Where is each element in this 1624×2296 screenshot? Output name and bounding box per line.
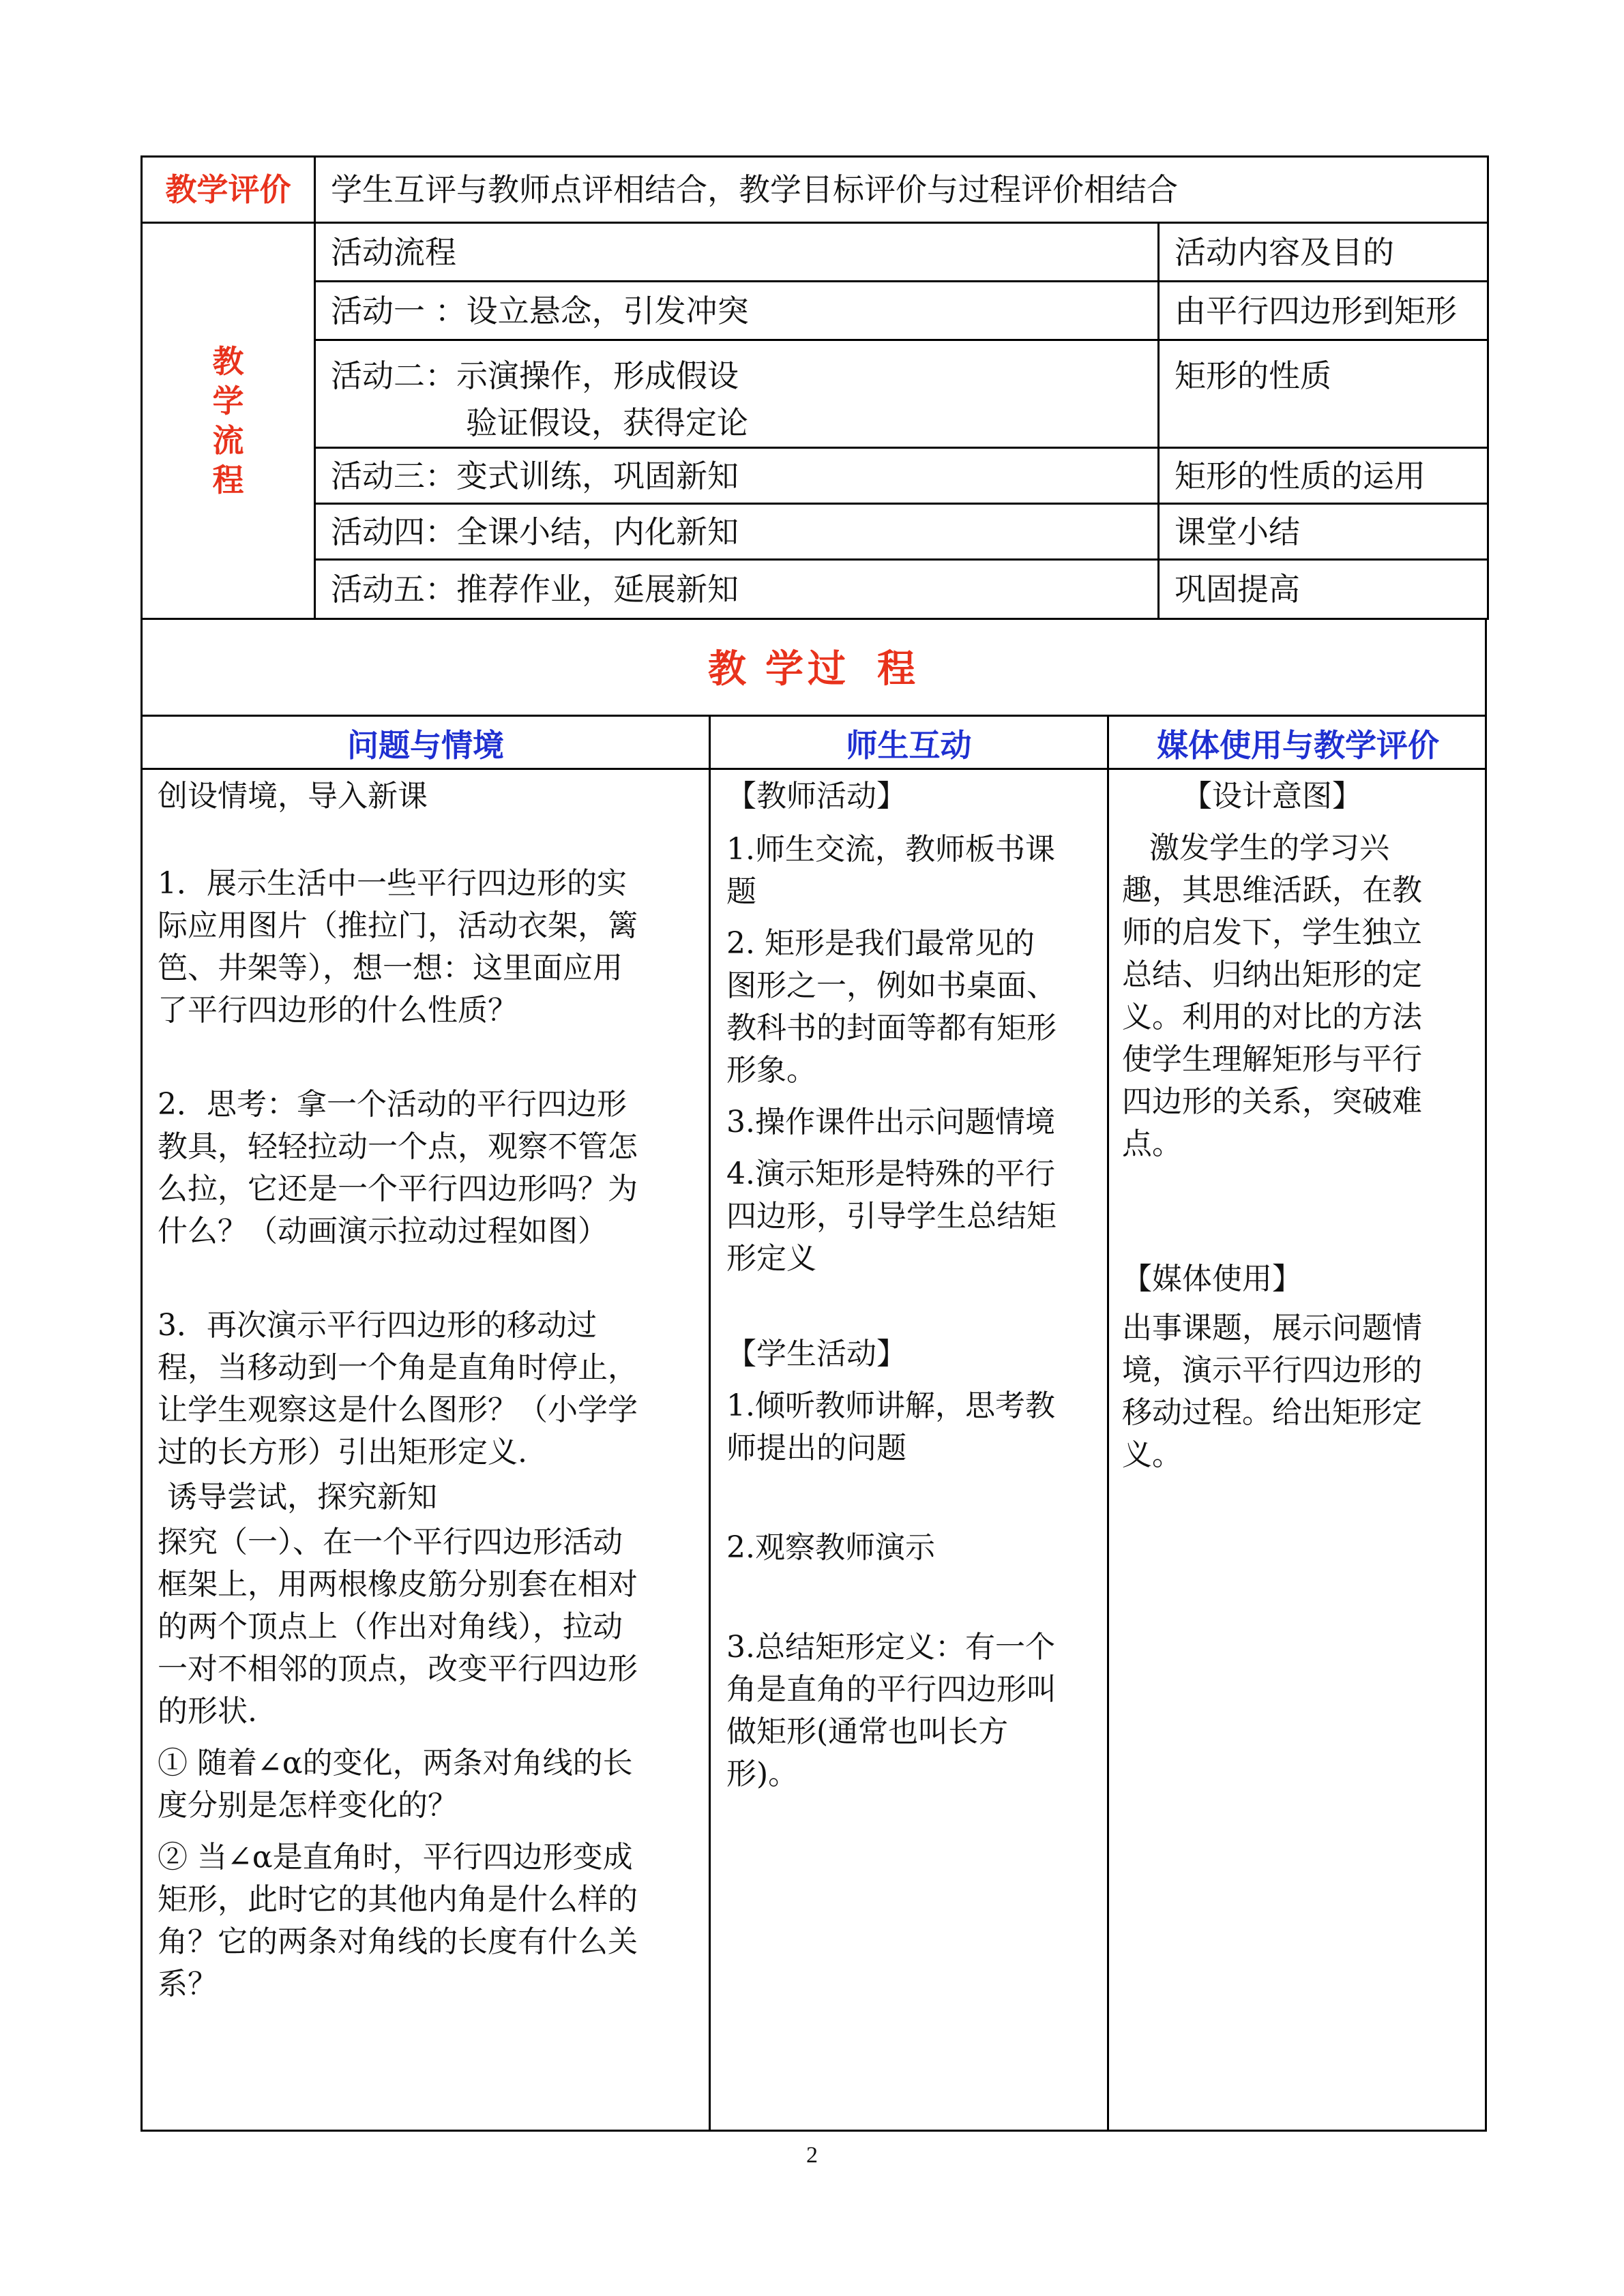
col1-line: 3．再次演示平行四边形的移动过 [158,1308,597,1343]
col-teacher-student [726,770,1103,1795]
col2-line: 教科书的封面等都有矩形 [726,1011,1057,1045]
col1-line: 矩形，此时它的其他内角是什么样的 [158,1882,638,1917]
col1-line: 创设情境，导入新课 [158,779,428,814]
col2-line: 题 [726,874,756,909]
col2-line: 角是直角的平行四边形叫 [726,1672,1057,1707]
header-media-evaluation: 媒体使用与教学评价 [1157,727,1439,764]
flow-header-left: 活动流程 [315,223,1159,282]
col2-line: 形定义 [726,1241,816,1276]
col3-line: 【媒体使用】 [1122,1262,1302,1296]
col1-line: 笆、井架等），想一想：这里面应用 [158,951,623,985]
header-teacher-student: 师生互动 [846,727,972,764]
col3-line: 总结、归纳出矩形的定 [1122,957,1422,992]
process-table [141,717,1487,2132]
flow-table [141,155,1489,620]
col3-line: 义。 [1122,1437,1182,1472]
col3-line: 使学生理解矩形与平行 [1122,1042,1422,1077]
col1-line: 了平行四边形的什么性质？ [158,993,518,1028]
col1-line: ② 当∠α是直角时，平行四边形变成 [158,1840,633,1875]
col3-line: 师的启发下，学生独立 [1122,915,1422,950]
col1-line: 1．展示生活中一些平行四边形的实 [158,866,627,901]
col3-line: 四边形的关系，突破难 [1122,1084,1422,1119]
col2-line: 【教师活动】 [726,779,906,814]
col3-line: 义。利用的对比的方法 [1122,1000,1422,1034]
col2-line: 做矩形(通常也叫长方 [726,1714,1009,1749]
flow-activity-3: 活动三：变式训练，巩固新知 [315,448,1159,504]
col2-line: 师提出的问题 [726,1431,906,1465]
col3-line: 出事课题，展示问题情 [1122,1311,1422,1345]
col2-line: 【学生活动】 [726,1337,906,1371]
col1-line: 2．思考：拿一个活动的平行四边形 [158,1087,627,1122]
col3-line: 移动过程。给出矩形定 [1122,1395,1422,1430]
col1-line: ① 随着∠α的变化，两条对角线的长 [158,1746,633,1780]
col2-line: 图形之一，例如书桌面、 [726,968,1057,1003]
col2-line: 四边形，引导学生总结矩 [726,1199,1057,1234]
evaluation-label: 教学评价 [142,157,315,223]
flow-purpose-3: 矩形的性质的运用 [1159,448,1488,504]
col1-line: 诱导尝试，探究新知 [167,1480,437,1515]
col2-line: 2.观察教师演示 [726,1530,935,1565]
flow-purpose-5: 巩固提高 [1159,560,1488,619]
col2-line: 4.演示矩形是特殊的平行 [726,1157,1055,1191]
col2-line: 2. 矩形是我们最常见的 [726,926,1035,961]
flow-purpose-4: 课堂小结 [1159,504,1488,560]
col1-line: 探究（一）、在一个平行四边形活动 [158,1525,623,1560]
col1-line: 度分别是怎样变化的？ [158,1788,458,1823]
flow-purpose-1: 由平行四边形到矩形 [1159,282,1488,340]
col2-line: 1.师生交流，教师板书课 [726,832,1055,867]
header-problem-situation: 问题与情境 [347,727,504,764]
col-problem-situation [158,770,703,2006]
col1-line: 框架上，用两根橡皮筋分别套在相对 [158,1567,638,1602]
flow-purpose-2: 矩形的性质 [1159,340,1488,448]
col1-line: 让学生观察这是什么图形？（小学学 [158,1392,638,1427]
col1-line: 系？ [158,1967,218,2001]
col1-line: 角？它的两条对角线的长度有什么关 [158,1924,638,1959]
flow-activity-2: 活动二：示演操作，形成假设 验证假设，获得定论 [315,340,1159,448]
col3-line: 激发学生的学习兴 [1149,831,1389,865]
flow-label: 教 学 流 程 [142,223,315,619]
col1-line: 过的长方形）引出矩形定义. [158,1435,527,1470]
flow-activity-5: 活动五：推荐作业，延展新知 [315,560,1159,619]
flow-activity-4: 活动四：全课小结，内化新知 [315,504,1159,560]
col2-line: 形象。 [726,1053,816,1088]
col2-line: 3.总结矩形定义：有一个 [726,1630,1055,1665]
evaluation-text: 学生互评与教师点评相结合，教学目标评价与过程评价相结合 [315,157,1488,223]
col1-line: 的形状. [158,1694,257,1729]
col1-line: 际应用图片（推拉门，活动衣架，篱 [158,908,638,943]
col1-line: 程，当移动到一个角是直角时停止， [158,1350,638,1385]
col3-line: 趣，其思维活跃，在教 [1122,873,1422,908]
col1-line: 的两个顶点上（作出对角线），拉动 [158,1609,623,1644]
col1-line: 教具，轻轻拉动一个点，观察不管怎 [158,1129,638,1164]
col1-line: 一对不相邻的顶点，改变平行四边形 [158,1652,638,1686]
process-title: 教 学过 程 [708,646,919,691]
flow-activity-1: 活动一 ：设立悬念，引发冲突 [315,282,1159,340]
col3-line: 境，演示平行四边形的 [1122,1353,1422,1388]
col2-line: 3.操作课件出示问题情境 [726,1105,1055,1139]
col-media-evaluation [1122,770,1477,1476]
col3-line: 点。 [1122,1127,1182,1161]
process-title-row [141,618,1487,717]
col1-line: 么拉，它还是一个平行四边形吗？为 [158,1172,638,1206]
flow-header-right: 活动内容及目的 [1159,223,1488,282]
col1-line: 什么？（动画演示拉动过程如图） [158,1214,608,1249]
col2-line: 1.倾听教师讲解，思考教 [726,1388,1055,1423]
page-number: 2 [806,2143,818,2168]
col2-line: 形)。 [726,1757,799,1791]
col3-line: 【设计意图】 [1182,779,1362,814]
